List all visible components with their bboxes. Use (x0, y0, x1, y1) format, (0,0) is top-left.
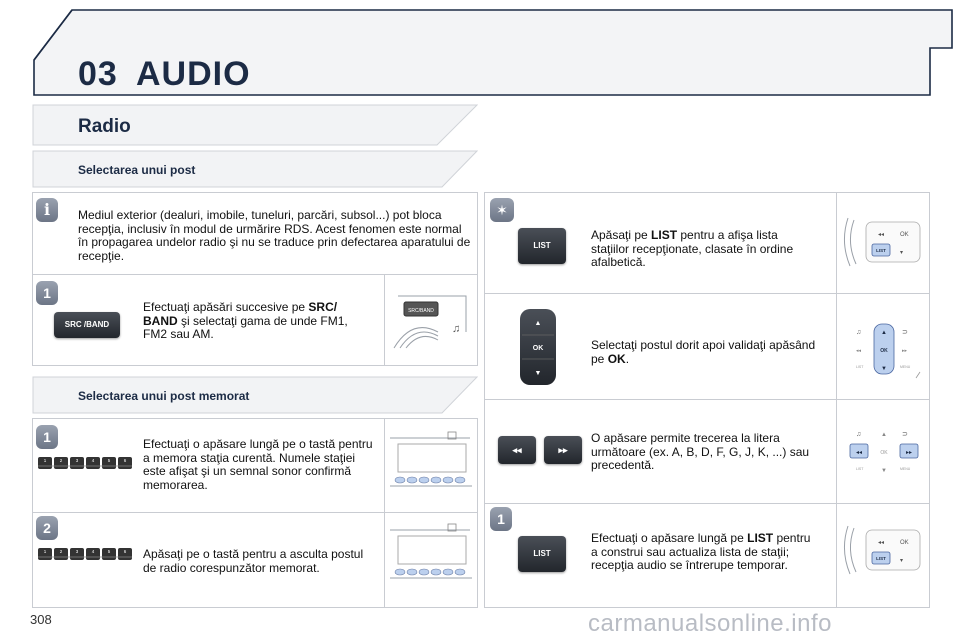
svg-text:OK: OK (880, 450, 888, 456)
svg-text:▲: ▲ (881, 330, 887, 336)
svg-text:◂◂: ◂◂ (878, 232, 885, 238)
svg-text:1: 1 (43, 549, 47, 554)
svg-text:OK: OK (900, 540, 909, 546)
svg-text:2: 2 (59, 549, 63, 554)
seek-forward-button: ▸▸ (544, 436, 582, 464)
svg-text:4: 4 (91, 458, 95, 463)
step-badge-mem-1: 1 (36, 425, 58, 449)
ok-thumbnail (842, 320, 924, 380)
svg-text:3: 3 (75, 549, 79, 554)
letter-text: O apăsare permite trecerea la litera următoare (ex. A, B, D, F, G, J, K, ...) sau precedentă. (591, 431, 810, 472)
preset-radio-thumbnail-2 (388, 520, 476, 582)
svg-text:MENU: MENU (900, 467, 911, 471)
svg-text:▼: ▼ (881, 366, 887, 372)
step-badge-mem-2: 2 (36, 516, 58, 540)
list-thumbnail-2 (842, 522, 924, 578)
svg-text:OK: OK (880, 348, 888, 354)
letter-thumbnail (842, 422, 924, 482)
preset-buttons-2 (38, 546, 134, 562)
svg-text:▲: ▲ (534, 320, 542, 327)
svg-text:◂◂: ◂◂ (855, 450, 863, 456)
svg-text:♫: ♫ (856, 431, 862, 438)
svg-text:LIST: LIST (856, 467, 864, 471)
list-long-press-button: LIST (518, 536, 566, 572)
svg-text:⊃: ⊃ (902, 431, 908, 438)
step-badge-1: 1 (36, 281, 58, 305)
memorize-text: Efectuaţi o apăsare lungă pe o tastă pentru a memora staţia curentă. Numele staţiei este afişat şi un semnal sonor confirmă memorarea. (143, 437, 373, 492)
svg-text:6: 6 (123, 458, 127, 463)
svg-text:▲: ▲ (881, 432, 887, 438)
svg-text:SRC/BAND: SRC/BAND (408, 308, 434, 314)
subsection-title-2: Selectarea unui post memorat (78, 389, 250, 403)
svg-text:MENU: MENU (900, 365, 911, 369)
section-title: Radio (78, 116, 131, 137)
svg-text:▼: ▼ (881, 468, 887, 474)
preset-radio-thumbnail-1 (388, 428, 476, 490)
svg-text:1: 1 (43, 458, 47, 463)
svg-text:LIST: LIST (876, 248, 886, 253)
svg-text:2: 2 (59, 458, 63, 463)
list-button: LIST (518, 228, 566, 264)
ok-text: Selectaţi postul dorit apoi validaţi apăsând pe OK. (591, 338, 816, 366)
svg-text:⊃: ⊃ (902, 329, 908, 336)
svg-text:5: 5 (107, 549, 111, 554)
step-badge-list-1: 1 (490, 507, 512, 531)
ok-nav-button (518, 307, 558, 387)
src-band-thumbnail (392, 292, 472, 350)
svg-text:LIST: LIST (876, 556, 886, 561)
subsection-title-1: Selectarea unui post (78, 163, 196, 177)
svg-text:4: 4 (91, 549, 95, 554)
svg-text:▸▸: ▸▸ (902, 348, 908, 354)
page-number: 308 (30, 612, 52, 627)
svg-text:♫: ♫ (452, 323, 461, 335)
seek-back-button: ◂◂ (498, 436, 536, 464)
svg-text:3: 3 (75, 458, 79, 463)
info-icon: i (36, 198, 58, 222)
svg-text:▾: ▾ (900, 558, 904, 564)
svg-text:♫: ♫ (856, 329, 862, 336)
preset-buttons-1 (38, 455, 134, 471)
list-text: Apăsaţi pe LIST pentru a afişa lista staţiilor recepţionate, clasate în ordine afalbetică. (591, 228, 794, 269)
chapter-title: AUDIO (136, 55, 251, 93)
svg-text:▼: ▼ (534, 370, 542, 377)
chapter-number: 03 (78, 55, 118, 93)
info-text: Mediul exterior (dealuri, imobile, tuneluri, parcări, subsol...) pot bloca recepţia, inclusiv în modul de urmărire RDS. Acest fenomen este normal în propagarea undelor radio şi nu se traduce prin defectarea aparatului de recepţie. (78, 208, 471, 263)
list-long-press-text: Efectuaţi o apăsare lungă pe LIST pentru a construi sau actualiza lista de staţii; recepţia audio se întrerupe temporar. (591, 531, 811, 572)
svg-text:6: 6 (123, 549, 127, 554)
tip-star-icon: ✶ (490, 198, 514, 222)
svg-text:OK: OK (900, 232, 909, 238)
svg-text:OK: OK (532, 345, 544, 352)
svg-text:LIST: LIST (856, 365, 864, 369)
svg-text:5: 5 (107, 458, 111, 463)
listen-text: Apăsaţi pe o tastă pentru a asculta postul de radio corespunzător memorat. (143, 547, 364, 575)
src-band-button: SRC /BAND (54, 312, 120, 338)
step1-text: Efectuaţi apăsări succesive pe SRC/ BAND şi selectaţi gama de unde FM1, FM2 sau AM. (143, 300, 348, 341)
svg-text:◂◂: ◂◂ (856, 348, 862, 354)
watermark: carmanualsonline.info (588, 610, 832, 637)
svg-text:▸▸: ▸▸ (905, 450, 913, 456)
svg-text:▾: ▾ (900, 250, 904, 256)
svg-text:◂◂: ◂◂ (878, 540, 885, 546)
list-thumbnail-1 (842, 214, 924, 270)
